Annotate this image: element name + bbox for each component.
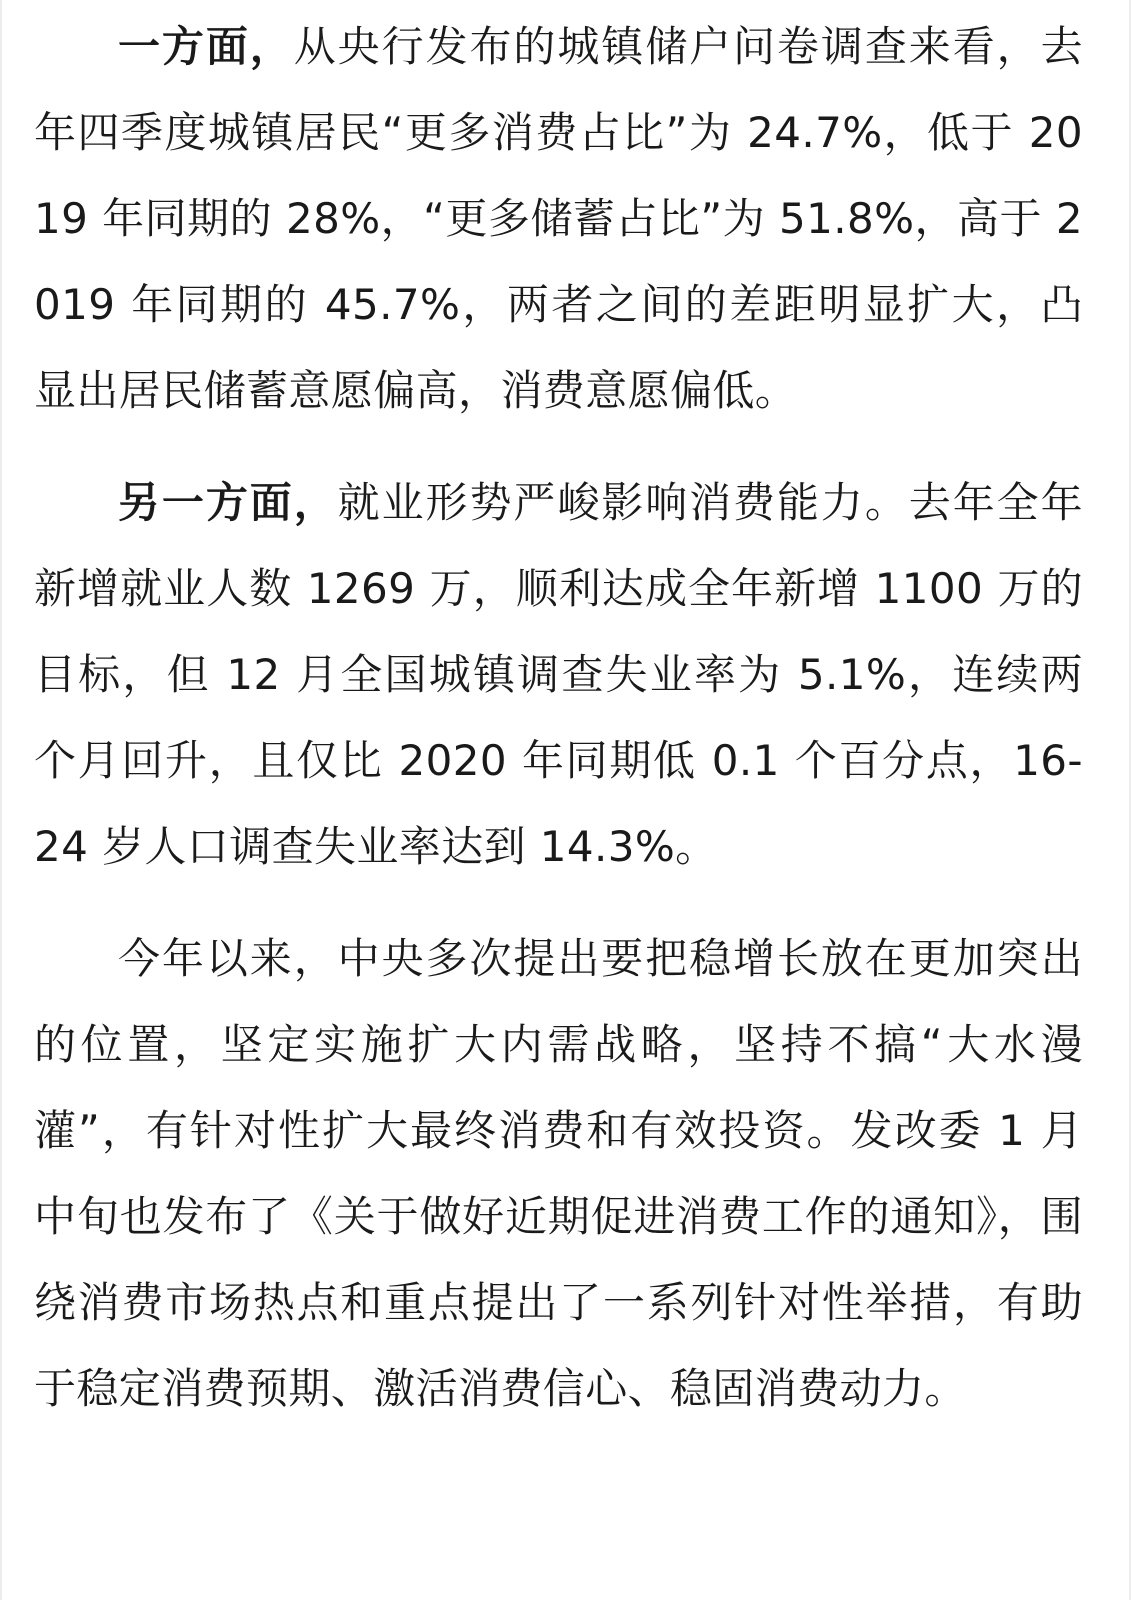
paragraph-lead-bold: 一方面， xyxy=(118,22,294,71)
paragraph-policy xyxy=(34,916,1083,1432)
paragraph-text: 从央行发布的城镇储户问卷调查来看，去年四季度城镇居民“更多消费占比”为 24.7%，低于 2019 年同期的 28%，“更多储蓄占比”为 51.8%，高于 2019 年同期的 45.7%，两者之间的差距明显扩大，凸显出居民储蓄意愿偏高，消费意愿偏低。 xyxy=(34,22,1083,415)
paragraph-text: 就业形势严峻影响消费能力。去年全年新增就业人数 1269 万，顺利达成全年新增 1100 万的目标，但 12 月全国城镇调查失业率为 5.1%，连续两个月回升，且仅比 2020 年同期低 0.1 个百分点，16-24 岁人口调查失业率达到 14.3%。 xyxy=(34,478,1083,871)
paragraph-text: 今年以来，中央多次提出要把稳增长放在更加突出的位置，坚定实施扩大内需战略，坚持不搞“大水漫灌”，有针对性扩大最终消费和有效投资。发改委 1 月中旬也发布了《关于做好近期促进消费工作的通知》，围绕消费市场热点和重点提出了一系列针对性举措，有助于稳定消费预期、激活消费信心、稳固消费动力。 xyxy=(34,934,1083,1413)
paragraph-savings-survey xyxy=(34,0,1083,434)
paragraph-lead-bold: 另一方面， xyxy=(118,478,338,527)
paragraph-employment xyxy=(34,460,1083,890)
